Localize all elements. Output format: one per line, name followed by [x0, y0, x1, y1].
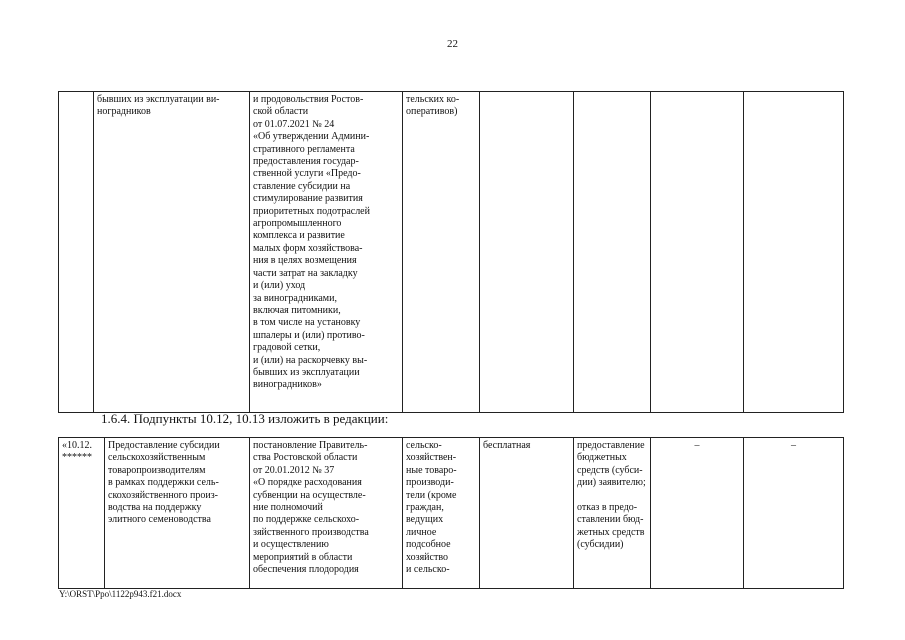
cell-service-name: Предоставление субсидии сельскохозяйственным товаропроизводителям в рамках поддержки сель- скохозяйственного произ- водства на поддержку элитного семеноводства: [105, 438, 250, 589]
page-number: 22: [447, 38, 458, 50]
footer-file-path: Y:\ORST\Ppo\1122p943.f21.docx: [59, 589, 182, 599]
cell-col8: –: [744, 438, 844, 589]
cell-legal-act: и продовольствия Ростов- ской области от 01.07.2021 № 24 «Об утверждении Админи- стративного регламента предоставления государ- ственной услуги «Предо- ставление субсидии на стимулирование развития приоритетных подотраслей агропромышленного комплекса и развитие малых форм хозяйствова- ния в целях возмещения части затрат на закладку и (или) уход за виноградниками, включая питомники, в том числе на установку шпалеры и (или) противо- градовой сетки, и (или) на раскорчевку вы- бывших из эксплуатации виноградников»: [250, 92, 403, 413]
cell-fee: [480, 92, 574, 413]
cell-recipients: сельско- хозяйствен- ные товаро- производи- тели (кроме граждан, ведущих личное подсобное хозяйство и сельско-: [403, 438, 480, 589]
cell-result: предоставление бюджетных средств (субси- дии) заявителю; отказ в предо- ставлении бюд- жетных средств (субсидии): [574, 438, 651, 589]
cell-fee: бесплатная: [480, 438, 574, 589]
cell-col8: [744, 92, 844, 413]
section-heading: 1.6.4. Подпункты 10.12, 10.13 изложить в редакции:: [101, 411, 389, 426]
table-continuation: [58, 91, 844, 413]
table-row: [59, 438, 844, 589]
table-row: [59, 92, 844, 413]
cell-col7: [651, 92, 744, 413]
cell-number: «10.12. ******: [59, 438, 105, 589]
cell-service-name: бывших из эксплуатации ви- ноградников: [94, 92, 250, 413]
cell-legal-act: постановление Правитель- ства Ростовской области от 20.01.2012 № 37 «О порядке расходования субвенции на осуществле- ние полномочий по поддержке сельскохо- зяйственного производства и осуществлению мероприятий в области обеспечения плодородия: [250, 438, 403, 589]
cell-result: [574, 92, 651, 413]
cell-recipients: тельских ко- оперативов): [403, 92, 480, 413]
cell-number: [59, 92, 94, 413]
table-new-items: [58, 437, 844, 589]
cell-col7: –: [651, 438, 744, 589]
